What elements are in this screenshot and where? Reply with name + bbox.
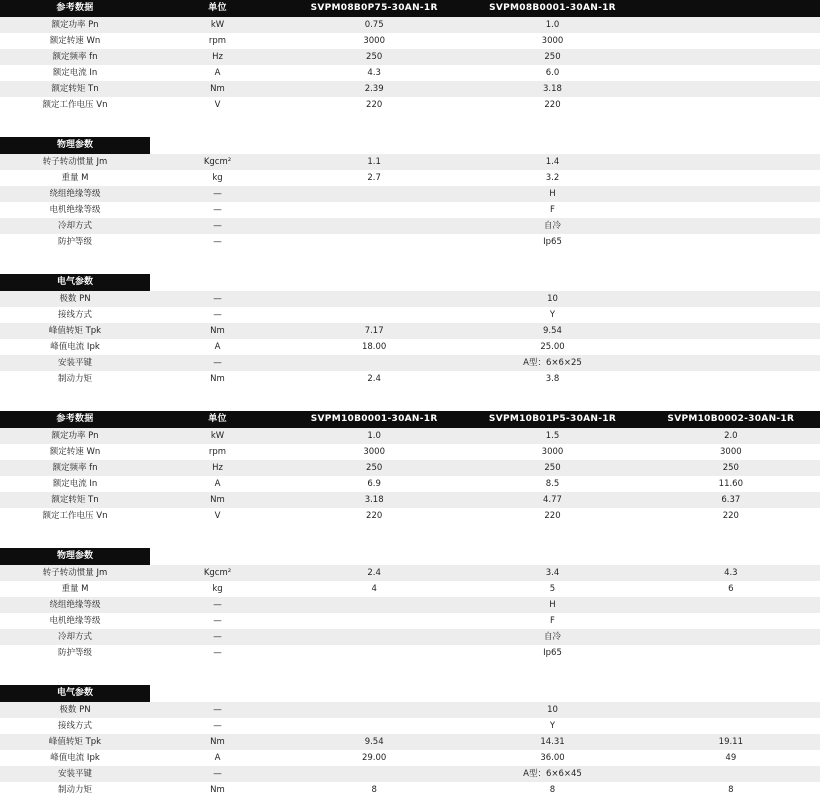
row-value: 18.00	[285, 339, 463, 355]
row-label: 极数 PN	[0, 702, 150, 718]
table-row	[0, 355, 820, 371]
table-row	[0, 202, 820, 218]
row-label: 转子转动惯量 Jm	[0, 565, 150, 581]
table-row	[0, 307, 820, 323]
header-cell-unit: 单位	[150, 0, 285, 17]
row-value	[642, 97, 820, 113]
row-unit: Nm	[150, 492, 285, 508]
header-cell-model-2: SVPM08B0001-30AN-1R	[463, 0, 641, 17]
table-row	[0, 508, 820, 524]
table-row	[0, 170, 820, 186]
table-row	[0, 186, 820, 202]
table-row	[0, 476, 820, 492]
band-filler	[463, 548, 641, 565]
row-label: 额定工作电压 Vn	[0, 97, 150, 113]
physical-parameters-table-1	[0, 137, 820, 250]
table-row	[0, 17, 820, 33]
row-unit: —	[150, 613, 285, 629]
row-label: 接线方式	[0, 307, 150, 323]
table-row	[0, 460, 820, 476]
row-unit: —	[150, 234, 285, 250]
band-filler	[285, 274, 463, 291]
row-value: 2.4	[285, 565, 463, 581]
row-value-merged: 10	[285, 702, 820, 718]
electrical-parameters-table-2	[0, 685, 820, 798]
table-row	[0, 492, 820, 508]
row-value: 1.5	[463, 428, 641, 444]
row-value: 1.4	[463, 154, 641, 170]
row-value: 3000	[463, 33, 641, 49]
row-unit: Nm	[150, 734, 285, 750]
row-value: 7.17	[285, 323, 463, 339]
row-value: 19.11	[642, 734, 820, 750]
row-value: 6.0	[463, 65, 641, 81]
row-unit: A	[150, 476, 285, 492]
section-gap	[0, 524, 820, 548]
row-label: 额定转矩 Tn	[0, 81, 150, 97]
reference-data-table-1	[0, 0, 820, 113]
band-filler	[150, 685, 285, 702]
row-label: 绕组绝缘等级	[0, 597, 150, 613]
row-value: 14.31	[463, 734, 641, 750]
row-label: 安装平键	[0, 766, 150, 782]
header-cell-model-1: SVPM08B0P75-30AN-1R	[285, 0, 463, 17]
row-unit: rpm	[150, 444, 285, 460]
row-value: 6.37	[642, 492, 820, 508]
band-filler	[150, 274, 285, 291]
section-title: 电气参数	[0, 274, 150, 291]
row-label: 极数 PN	[0, 291, 150, 307]
row-label: 冷却方式	[0, 218, 150, 234]
row-label: 额定转速 Wn	[0, 33, 150, 49]
row-value: 3.18	[285, 492, 463, 508]
row-value	[642, 49, 820, 65]
row-value-merged: 自冷	[285, 218, 820, 234]
row-value-merged: F	[285, 202, 820, 218]
table-row	[0, 782, 820, 798]
row-value: 4.3	[285, 65, 463, 81]
row-value: 6	[642, 581, 820, 597]
row-unit: —	[150, 766, 285, 782]
table-row	[0, 65, 820, 81]
section-title: 物理参数	[0, 137, 150, 154]
row-label: 重量 M	[0, 170, 150, 186]
section-title: 物理参数	[0, 548, 150, 565]
table-row	[0, 444, 820, 460]
row-value: 9.54	[463, 323, 641, 339]
table-row	[0, 565, 820, 581]
row-label: 制动力矩	[0, 371, 150, 387]
row-unit: —	[150, 629, 285, 645]
row-value: 29.00	[285, 750, 463, 766]
row-label: 峰值转矩 Tpk	[0, 323, 150, 339]
table-row	[0, 629, 820, 645]
row-label: 额定转速 Wn	[0, 444, 150, 460]
table-header-row	[0, 0, 820, 17]
table-row	[0, 597, 820, 613]
row-label: 峰值电流 Ipk	[0, 750, 150, 766]
row-unit: —	[150, 202, 285, 218]
table-header-row	[0, 411, 820, 428]
band-filler	[285, 548, 463, 565]
row-unit: rpm	[150, 33, 285, 49]
band-filler	[463, 685, 641, 702]
row-unit: Nm	[150, 782, 285, 798]
section-band-electrical	[0, 685, 820, 702]
reference-data-table-2	[0, 411, 820, 524]
table-row	[0, 718, 820, 734]
row-unit: A	[150, 750, 285, 766]
row-unit: Nm	[150, 371, 285, 387]
row-value: 250	[463, 49, 641, 65]
table-row	[0, 750, 820, 766]
row-value: 250	[463, 460, 641, 476]
row-value: 8	[642, 782, 820, 798]
row-value-merged: A型：6×6×25	[285, 355, 820, 371]
row-label: 防护等级	[0, 234, 150, 250]
row-value	[642, 17, 820, 33]
row-value: 3000	[463, 444, 641, 460]
row-value	[642, 65, 820, 81]
row-value: 9.54	[285, 734, 463, 750]
section-gap	[0, 661, 820, 685]
table-row	[0, 49, 820, 65]
header-cell-reference: 参考数据	[0, 411, 150, 428]
row-label: 额定工作电压 Vn	[0, 508, 150, 524]
row-value: 2.7	[285, 170, 463, 186]
row-value	[642, 81, 820, 97]
table-row	[0, 581, 820, 597]
band-filler	[642, 685, 820, 702]
row-value: 3000	[642, 444, 820, 460]
row-label: 安装平键	[0, 355, 150, 371]
row-label: 制动力矩	[0, 782, 150, 798]
band-filler	[463, 137, 641, 154]
row-unit: —	[150, 218, 285, 234]
row-value: 1.0	[463, 17, 641, 33]
table-row	[0, 234, 820, 250]
header-cell-reference: 参考数据	[0, 0, 150, 17]
row-unit: —	[150, 718, 285, 734]
row-value: 5	[463, 581, 641, 597]
row-value: 2.39	[285, 81, 463, 97]
band-filler	[642, 548, 820, 565]
table-row	[0, 33, 820, 49]
physical-parameters-table-2	[0, 548, 820, 661]
row-value-merged: Y	[285, 718, 820, 734]
section-band-physical	[0, 548, 820, 565]
row-label: 冷却方式	[0, 629, 150, 645]
row-unit: Nm	[150, 81, 285, 97]
header-cell-model-3	[642, 0, 820, 17]
header-cell-unit: 单位	[150, 411, 285, 428]
row-unit: kW	[150, 428, 285, 444]
row-value	[642, 154, 820, 170]
row-unit: V	[150, 508, 285, 524]
row-value: 11.60	[642, 476, 820, 492]
table-row	[0, 218, 820, 234]
table-row	[0, 702, 820, 718]
row-label: 峰值电流 Ipk	[0, 339, 150, 355]
row-unit: A	[150, 65, 285, 81]
row-value-merged: Y	[285, 307, 820, 323]
row-label: 防护等级	[0, 645, 150, 661]
row-unit: Hz	[150, 49, 285, 65]
row-value-merged: H	[285, 186, 820, 202]
electrical-parameters-table-1	[0, 274, 820, 387]
row-value-merged: A型：6×6×45	[285, 766, 820, 782]
table-row	[0, 371, 820, 387]
row-label: 额定转矩 Tn	[0, 492, 150, 508]
row-value: 220	[463, 508, 641, 524]
section-title: 电气参数	[0, 685, 150, 702]
header-cell-model-1: SVPM10B0001-30AN-1R	[285, 411, 463, 428]
row-unit: Nm	[150, 323, 285, 339]
band-filler	[150, 137, 285, 154]
row-label: 额定频率 fn	[0, 49, 150, 65]
band-filler	[463, 274, 641, 291]
row-value: 8.5	[463, 476, 641, 492]
row-unit: Kgcm²	[150, 154, 285, 170]
row-value: 4.77	[463, 492, 641, 508]
row-value	[642, 371, 820, 387]
band-filler	[642, 137, 820, 154]
section-gap	[0, 113, 820, 137]
table-row	[0, 339, 820, 355]
row-value: 1.1	[285, 154, 463, 170]
row-value	[642, 339, 820, 355]
row-value-merged: Ip65	[285, 234, 820, 250]
band-filler	[150, 548, 285, 565]
table-row	[0, 734, 820, 750]
row-label: 额定电流 In	[0, 65, 150, 81]
row-label: 额定功率 Pn	[0, 428, 150, 444]
row-unit: —	[150, 645, 285, 661]
row-label: 接线方式	[0, 718, 150, 734]
row-unit: A	[150, 339, 285, 355]
row-unit: —	[150, 186, 285, 202]
table-row	[0, 154, 820, 170]
row-label: 额定频率 fn	[0, 460, 150, 476]
table-row	[0, 323, 820, 339]
row-value: 0.75	[285, 17, 463, 33]
row-value: 3000	[285, 33, 463, 49]
row-value: 36.00	[463, 750, 641, 766]
table-row	[0, 81, 820, 97]
table-row	[0, 291, 820, 307]
row-value: 2.0	[642, 428, 820, 444]
row-unit: kW	[150, 17, 285, 33]
row-value-merged: F	[285, 613, 820, 629]
header-cell-model-2: SVPM10B01P5-30AN-1R	[463, 411, 641, 428]
row-value: 6.9	[285, 476, 463, 492]
row-label: 重量 M	[0, 581, 150, 597]
row-label: 峰值转矩 Tpk	[0, 734, 150, 750]
row-value	[642, 323, 820, 339]
row-value	[642, 170, 820, 186]
row-value-merged: 10	[285, 291, 820, 307]
row-value: 250	[642, 460, 820, 476]
row-value: 3.8	[463, 371, 641, 387]
row-value-merged: 自冷	[285, 629, 820, 645]
row-value-merged: H	[285, 597, 820, 613]
row-value-merged: Ip65	[285, 645, 820, 661]
row-unit: —	[150, 307, 285, 323]
row-value: 4	[285, 581, 463, 597]
band-filler	[285, 137, 463, 154]
table-row	[0, 766, 820, 782]
section-band-electrical	[0, 274, 820, 291]
table-row	[0, 428, 820, 444]
section-gap	[0, 250, 820, 274]
row-value: 220	[642, 508, 820, 524]
row-unit: kg	[150, 581, 285, 597]
row-value: 2.4	[285, 371, 463, 387]
band-filler	[642, 274, 820, 291]
row-unit: Kgcm²	[150, 565, 285, 581]
row-label: 电机绝缘等级	[0, 202, 150, 218]
row-value: 25.00	[463, 339, 641, 355]
row-unit: —	[150, 597, 285, 613]
row-unit: —	[150, 355, 285, 371]
row-value: 1.0	[285, 428, 463, 444]
row-unit: —	[150, 291, 285, 307]
row-value: 4.3	[642, 565, 820, 581]
row-value: 220	[285, 97, 463, 113]
row-value	[642, 33, 820, 49]
row-label: 绕组绝缘等级	[0, 186, 150, 202]
row-value: 3000	[285, 444, 463, 460]
row-unit: —	[150, 702, 285, 718]
header-cell-model-3: SVPM10B0002-30AN-1R	[642, 411, 820, 428]
row-unit: Hz	[150, 460, 285, 476]
row-value: 3.2	[463, 170, 641, 186]
row-label: 电机绝缘等级	[0, 613, 150, 629]
table-row	[0, 645, 820, 661]
row-value: 3.18	[463, 81, 641, 97]
row-value: 220	[463, 97, 641, 113]
row-value: 250	[285, 49, 463, 65]
row-unit: kg	[150, 170, 285, 186]
row-label: 额定功率 Pn	[0, 17, 150, 33]
row-value: 220	[285, 508, 463, 524]
section-gap	[0, 387, 820, 411]
row-value: 3.4	[463, 565, 641, 581]
table-row	[0, 613, 820, 629]
row-label: 额定电流 In	[0, 476, 150, 492]
table-row	[0, 97, 820, 113]
section-band-physical	[0, 137, 820, 154]
row-value: 8	[285, 782, 463, 798]
row-label: 转子转动惯量 Jm	[0, 154, 150, 170]
row-value: 250	[285, 460, 463, 476]
row-unit: V	[150, 97, 285, 113]
band-filler	[285, 685, 463, 702]
row-value: 8	[463, 782, 641, 798]
row-value: 49	[642, 750, 820, 766]
